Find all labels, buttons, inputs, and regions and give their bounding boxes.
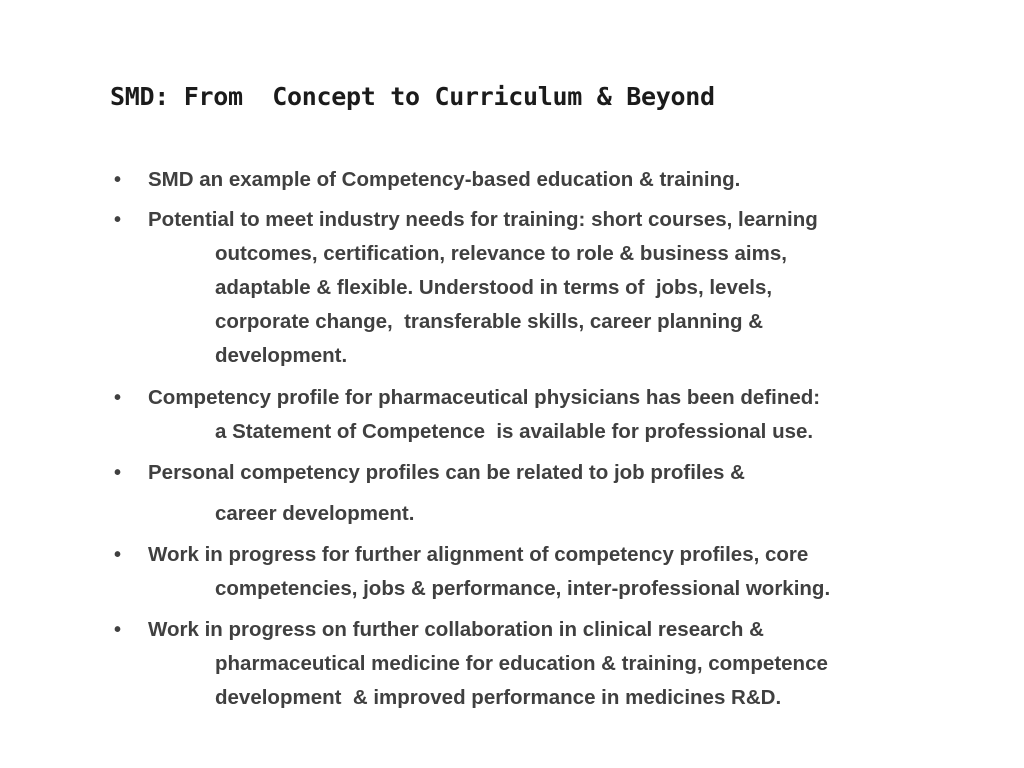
bullet-dot: • [114, 619, 122, 641]
bullet-text-line: Personal competency profiles can be related to job profiles & [148, 461, 745, 484]
bullet-text-line: SMD an example of Competency-based education & training. [148, 168, 741, 191]
bullet-text-line: career development. [215, 502, 415, 525]
bullet-text-line: Potential to meet industry needs for training: short courses, learning [148, 208, 818, 231]
bullet-text-line: competencies, jobs & performance, inter-professional working. [215, 577, 831, 600]
slide-title: SMD: From Concept to Curriculum & Beyond [110, 82, 715, 111]
bullet-text-line: outcomes, certification, relevance to role & business aims, [215, 242, 787, 265]
bullet-text-line: pharmaceutical medicine for education & training, competence [215, 652, 828, 675]
bullet-text-line: adaptable & flexible. Understood in terms of jobs, levels, [215, 276, 773, 299]
bullet-text-line: a Statement of Competence is available for professional use. [215, 420, 814, 443]
bullet-text-line: Competency profile for pharmaceutical physicians has been defined: [148, 386, 821, 409]
bullet-text-line: Work in progress for further alignment of competency profiles, core [148, 543, 809, 566]
bullet-dot: • [114, 387, 122, 409]
bullet-dot: • [114, 462, 122, 484]
bullet-dot: • [114, 209, 122, 231]
bullet-text-line: development. [215, 344, 348, 367]
bullet-text-line: development & improved performance in medicines R&D. [215, 686, 782, 709]
bullet-text-line: Work in progress on further collaboration in clinical research & [148, 618, 764, 641]
bullet-dot: • [114, 169, 122, 191]
bullet-dot: • [114, 544, 122, 566]
bullet-text-line: corporate change, transferable skills, career planning & [215, 310, 763, 333]
